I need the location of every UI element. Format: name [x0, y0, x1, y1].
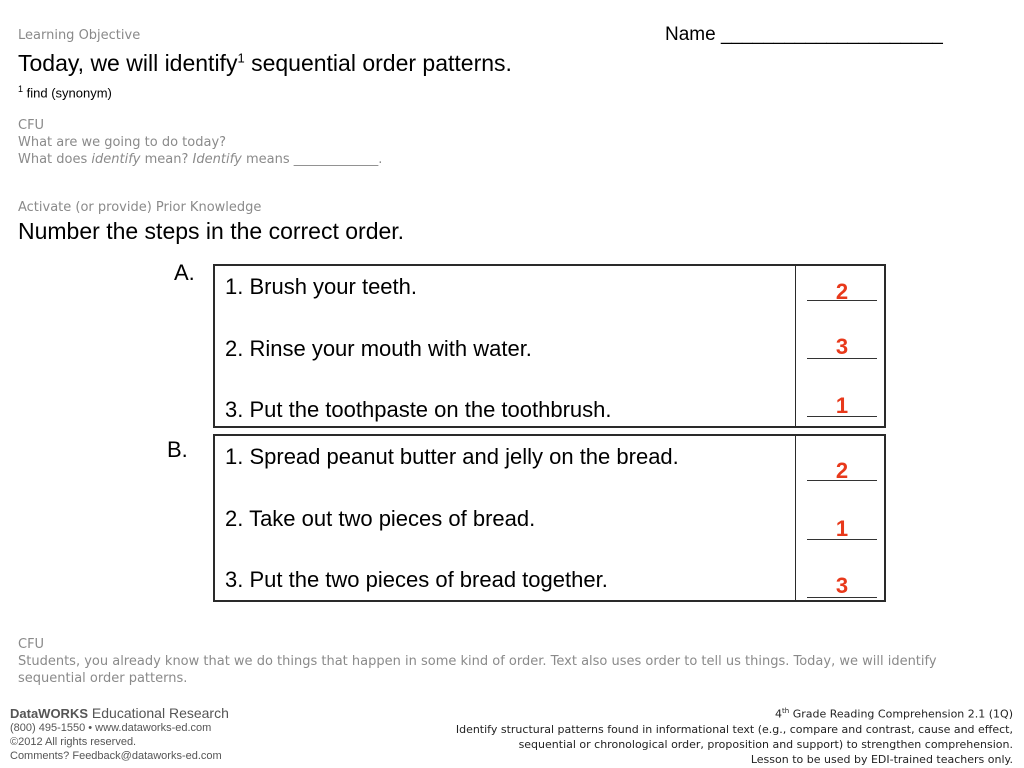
- brand-block: [10, 706, 229, 763]
- step-item: 2. Take out two pieces of bread.: [225, 506, 536, 531]
- answer-number: 1: [835, 393, 849, 418]
- footnote: $^1$ find (synonym): [18, 84, 112, 101]
- answer-number: 2: [835, 458, 849, 483]
- usage-note: Lesson to be used by EDI-trained teachers only.: [750, 752, 1013, 766]
- answer-number: 3: [835, 334, 849, 359]
- group-b-table: [213, 434, 886, 602]
- grade-line: 4th Grade Reading Comprehension 2.1 (1Q): [775, 707, 1013, 721]
- course-info: [456, 704, 1013, 767]
- answer-number: 3: [835, 573, 849, 598]
- feedback-contact: Comments? Feedback@dataworks-ed.com: [10, 750, 222, 762]
- answer-number: 2: [835, 279, 849, 304]
- step-item: 3. Put the toothpaste on the toothbrush.: [225, 397, 612, 422]
- prior-knowledge-label: Activate (or provide) Prior Knowledge: [18, 200, 262, 215]
- steps-column: [215, 436, 796, 600]
- steps-column: [215, 266, 796, 426]
- step-item: 1. Spread peanut butter and jelly on the bread.: [225, 444, 679, 469]
- instruction-heading: Number the steps in the correct order.: [18, 218, 405, 244]
- cfu-label: CFU: [18, 118, 45, 133]
- step-item: 1. Brush your teeth.: [225, 274, 417, 299]
- standard-line: sequential or chronological order, proposition and support) to strengthen comprehension.: [518, 737, 1013, 751]
- cfu-questions: [18, 117, 382, 168]
- name-field[interactable]: Name _____________________: [665, 24, 943, 45]
- contact-info: (800) 495-1550 • www.dataworks-ed.com: [10, 722, 212, 734]
- group-a-letter: A.: [174, 260, 195, 285]
- learning-objective-label: Learning Objective: [18, 28, 141, 43]
- cfu-question-2: What does identify mean? Identify means _____________.: [18, 152, 383, 167]
- cfu-summary-text: Students, you already know that we do things that happen in some kind of order. Text also uses order to tell us things. Today, we will identify sequential order patterns.: [18, 654, 937, 686]
- standard-line: Identify structural patterns found in informational text (e.g., compare and contrast, cause and effect,: [455, 722, 1013, 736]
- step-item: 3. Put the two pieces of bread together.: [225, 567, 608, 592]
- cfu-summary: [18, 636, 1008, 687]
- learning-objective-text: Today, we will identify$^1$ sequential order patterns.: [18, 50, 512, 76]
- group-a-table: [213, 264, 886, 428]
- copyright: ©2012 All rights reserved.: [10, 736, 137, 748]
- group-b-letter: B.: [167, 437, 188, 462]
- answer-number: 1: [835, 516, 849, 541]
- step-item: 2. Rinse your mouth with water.: [225, 336, 532, 361]
- cfu-question-1: What are we going to do today?: [18, 135, 227, 150]
- cfu-label: CFU: [18, 637, 45, 652]
- brand-logo: DataWORKS Educational Research: [10, 705, 229, 721]
